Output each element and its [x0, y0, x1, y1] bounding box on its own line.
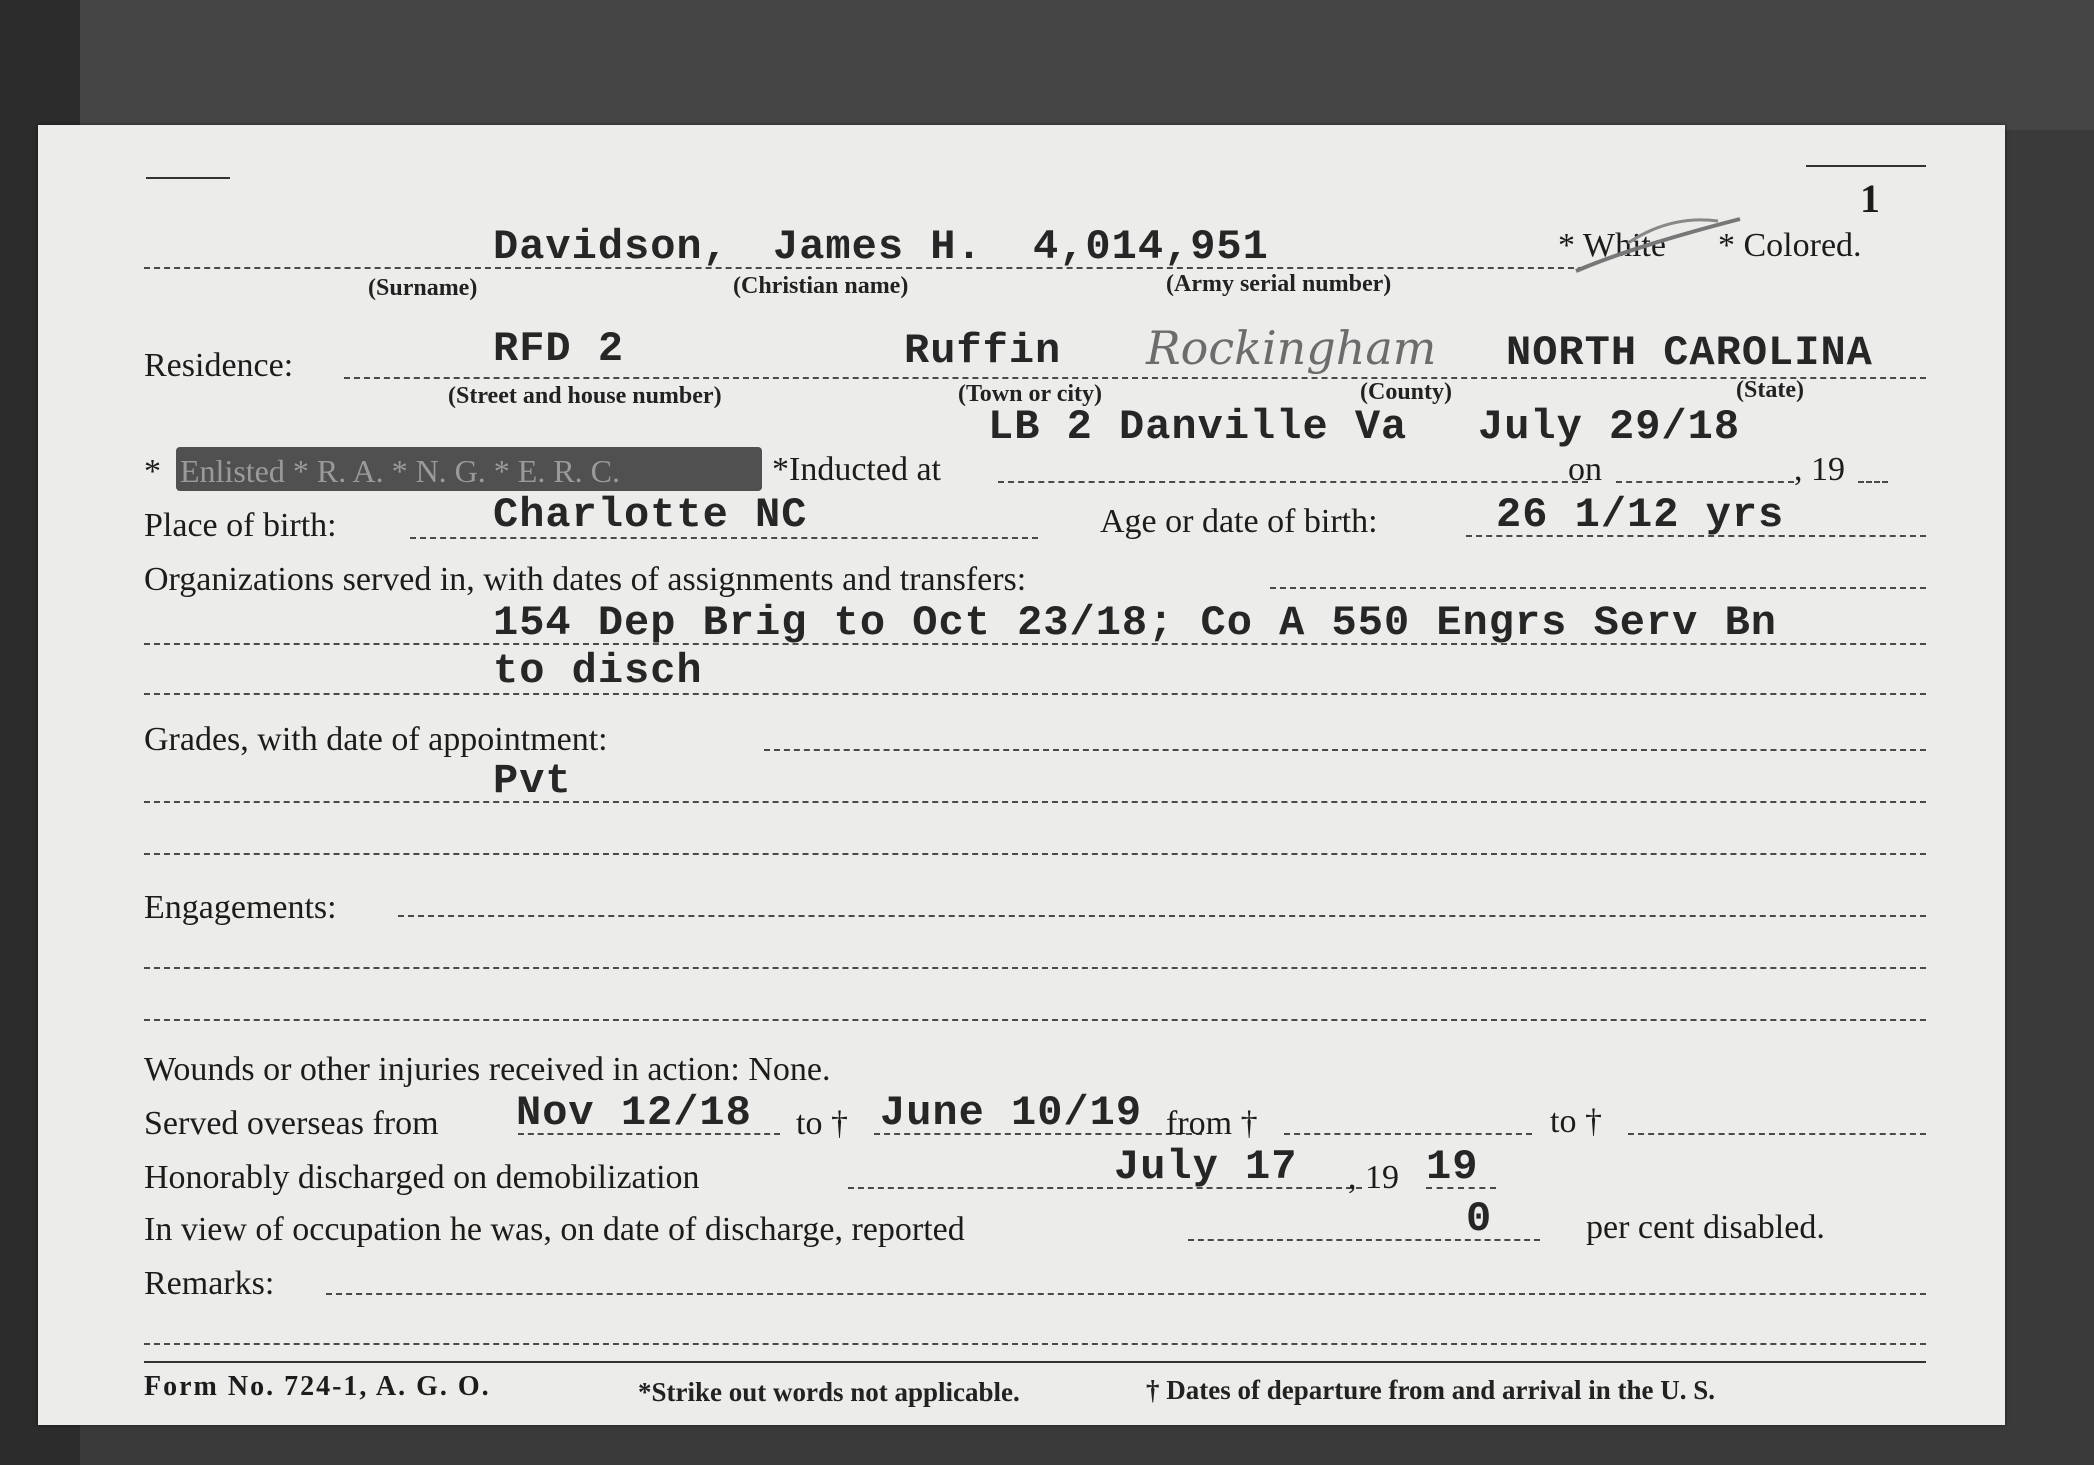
organizations-line-2: [144, 693, 1926, 695]
top-right-rule: [1806, 165, 1926, 167]
grades-line-0: [764, 749, 1926, 751]
residence-state-value: NORTH CAROLINA: [1506, 329, 1873, 377]
enlisted-star: *: [144, 453, 161, 490]
induction-year-suffix: , 19: [1794, 451, 1845, 488]
state-caption: (State): [1736, 377, 1804, 403]
organizations-value-line2: to disch: [493, 647, 703, 695]
residence-street-value: RFD 2: [493, 325, 625, 373]
race-white-label: * White: [1558, 227, 1666, 264]
christian-name-value: James H.: [773, 223, 983, 271]
strike-note: *Strike out words not applicable.: [638, 1377, 1020, 1407]
induction-date-value: July 29/18: [1478, 403, 1741, 451]
overseas-to-value: June 10/19: [880, 1089, 1143, 1137]
street-caption: (Street and house number): [448, 383, 722, 409]
disability-percent-value: 0: [1466, 1195, 1493, 1243]
footer-rule: [144, 1361, 1926, 1363]
dates-note: † Dates of departure from and arrival in the U. S.: [1146, 1375, 1715, 1405]
organizations-line-0: [1270, 587, 1926, 589]
town-caption: (Town or city): [958, 381, 1102, 407]
place-of-birth-value: Charlotte NC: [493, 491, 808, 539]
engagements-line-2: [144, 1019, 1926, 1021]
serial-number-value: 4,014,951: [1033, 223, 1269, 271]
overseas-from2-line: [1284, 1133, 1532, 1135]
page-number: 1: [1860, 176, 1880, 221]
serial-number-caption: (Army serial number): [1166, 271, 1392, 297]
organizations-label: Organizations served in, with dates of assignments and transfers:: [144, 561, 1027, 598]
overseas-label: Served overseas from: [144, 1105, 439, 1142]
engagements-line-1: [144, 967, 1926, 969]
residence-line: [344, 377, 1926, 379]
residence-label: Residence:: [144, 347, 294, 384]
surname-value: Davidson,: [493, 223, 729, 271]
grades-line-2: [144, 853, 1926, 855]
engagements-label: Engagements:: [144, 889, 337, 926]
remarks-label: Remarks:: [144, 1265, 275, 1302]
age-value: 26 1/12 yrs: [1496, 491, 1785, 539]
service-record-card: [38, 125, 2005, 1425]
overseas-to2-line: [1628, 1133, 1926, 1135]
residence-county-value: Rockingham: [1146, 321, 1437, 375]
discharge-date-value: July 17: [1114, 1143, 1298, 1191]
overseas-from2-label: from †: [1166, 1105, 1258, 1142]
christian-name-caption: (Christian name): [733, 273, 909, 299]
inducted-at-line: [998, 481, 1588, 483]
on-label: on: [1568, 451, 1602, 488]
disability-label: In view of occupation he was, on date of discharge, reported: [144, 1211, 965, 1248]
top-left-rule: [146, 177, 230, 179]
discharge-year-value: 19: [1426, 1143, 1479, 1191]
grades-line-1: [144, 801, 1926, 803]
discharge-year-prefix: , 19: [1348, 1159, 1399, 1196]
induction-place-value: LB 2 Danville Va: [988, 403, 1408, 451]
remarks-line-0: [326, 1293, 1926, 1295]
induction-year-line: [1858, 481, 1888, 483]
background-top: [0, 0, 2094, 130]
redacted-enlistment-text: Enlisted * R. A. * N. G. * E. R. C.: [180, 453, 621, 489]
remarks-line-1: [144, 1343, 1926, 1345]
surname-caption: (Surname): [368, 275, 478, 301]
engagements-line-0: [398, 915, 1926, 917]
county-caption: (County): [1360, 379, 1453, 405]
place-of-birth-label: Place of birth:: [144, 507, 337, 544]
grades-label: Grades, with date of appointment:: [144, 721, 608, 758]
residence-town-value: Ruffin: [904, 327, 1062, 375]
discharge-label: Honorably discharged on demobilization: [144, 1159, 700, 1196]
overseas-to2-label: to †: [1550, 1103, 1602, 1140]
organizations-value-line1: 154 Dep Brig to Oct 23/18; Co A 550 Engrs Serv Bn: [493, 599, 1778, 647]
overseas-from-value: Nov 12/18: [516, 1089, 752, 1137]
form-number: Form No. 724-1, A. G. O.: [144, 1371, 491, 1402]
wounds-label: Wounds or other injuries received in action: None.: [144, 1051, 831, 1088]
grades-value: Pvt: [493, 757, 572, 805]
inducted-at-label: *Inducted at: [772, 451, 941, 488]
disability-suffix: per cent disabled.: [1586, 1209, 1825, 1246]
race-colored-label: * Colored.: [1718, 227, 1862, 264]
overseas-to-label: to †: [796, 1105, 848, 1142]
induction-date-line: [1616, 481, 1794, 483]
age-label: Age or date of birth:: [1100, 503, 1378, 540]
